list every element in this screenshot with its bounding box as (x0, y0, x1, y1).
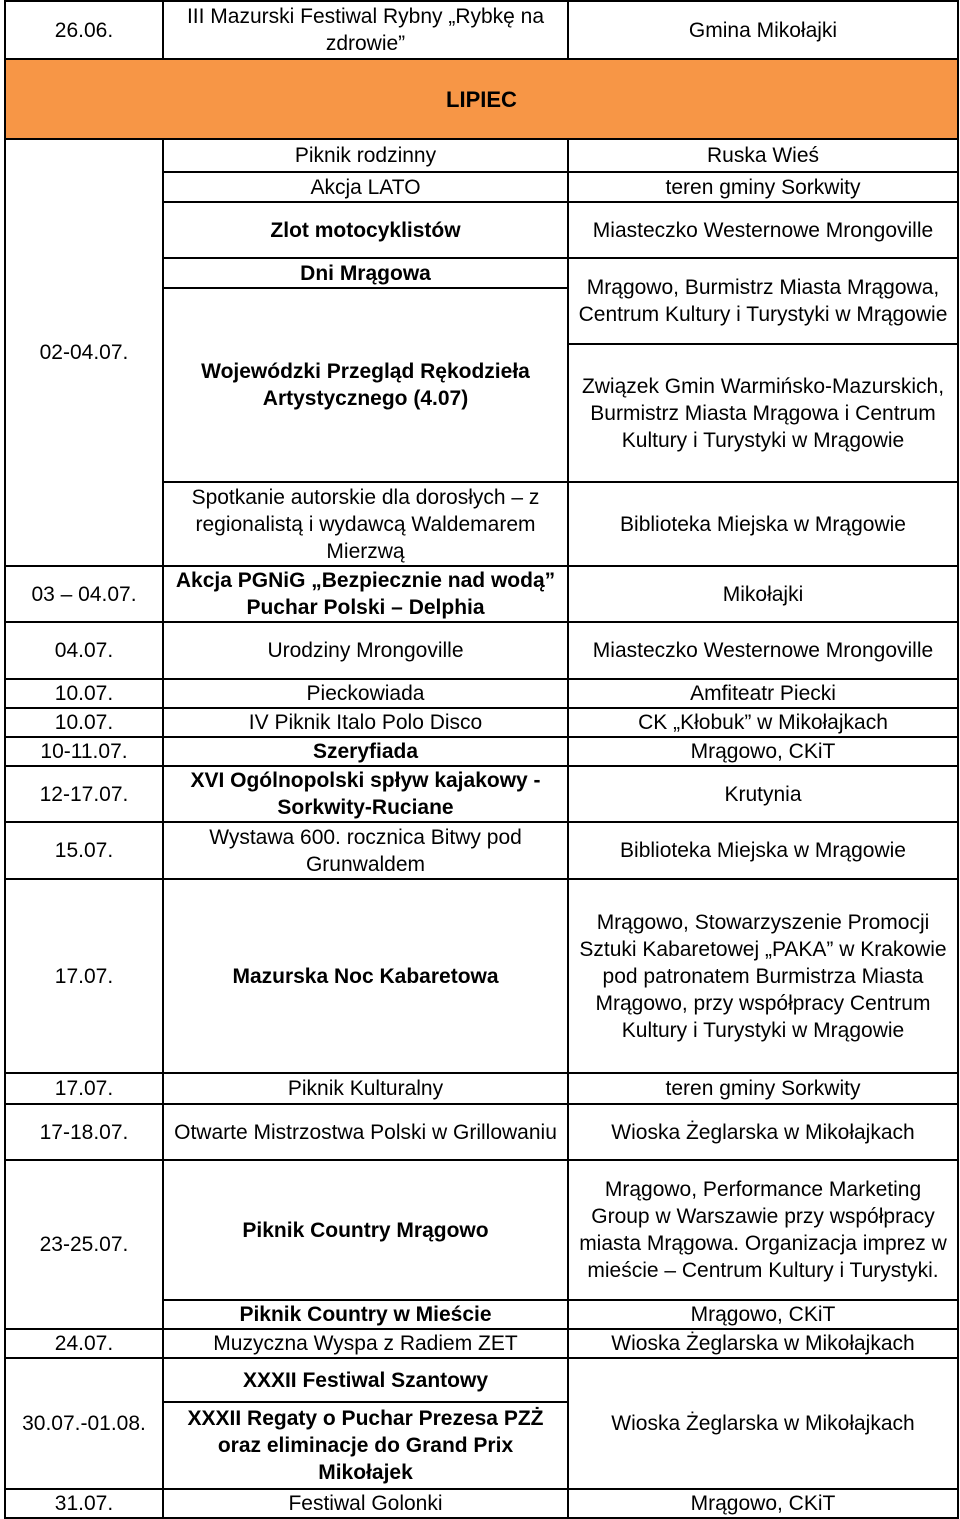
month-header-row (5, 59, 958, 139)
table-row (5, 879, 958, 1073)
event-name: Piknik Kulturalny (163, 1073, 568, 1104)
event-date: 10-11.07. (5, 737, 163, 766)
event-place: Gmina Mikołajki (568, 1, 958, 59)
event-name: Urodziny Mrongoville (163, 622, 568, 679)
table-row (5, 1, 958, 59)
event-name: Piknik Country Mrągowo (163, 1160, 568, 1300)
event-name: Wojewódzki Przegląd Rękodzieła Artystycznego (4.07) (163, 288, 568, 482)
event-name: Dni Mrągowa (163, 258, 568, 288)
event-place: Mikołajki (568, 566, 958, 622)
event-date: 15.07. (5, 822, 163, 879)
event-date: 04.07. (5, 622, 163, 679)
table-row (5, 1073, 958, 1104)
event-place: Biblioteka Miejska w Mrągowie (568, 822, 958, 879)
table-row (5, 708, 958, 737)
event-place: Mrągowo, Burmistrz Miasta Mrągowa, Centrum Kultury i Turystyki w Mrągowie (568, 258, 958, 344)
table-row (5, 766, 958, 822)
table-row (5, 1358, 958, 1402)
month-header: LIPIEC (5, 59, 958, 139)
event-place: teren gminy Sorkwity (568, 172, 958, 202)
table-row (5, 1160, 958, 1300)
event-date: 17.07. (5, 879, 163, 1073)
event-place: Mrągowo, Performance Marketing Group w Warszawie przy współpracy miasta Mrągowa. Organizacja imprez w mieście – Centrum Kultury i Turystyki. (568, 1160, 958, 1300)
table-row (5, 679, 958, 708)
event-place: Mrągowo, Stowarzyszenie Promocji Sztuki Kabaretowej „PAKA” w Krakowie pod patronatem Burmistrza Miasta Mrągowo, przy współpracy Centrum Kultury i Turystyki w Mrągowie (568, 879, 958, 1073)
event-date: 24.07. (5, 1329, 163, 1358)
table-row (5, 139, 958, 172)
event-date: 17-18.07. (5, 1104, 163, 1160)
event-place: Wioska Żeglarska w Mikołajkach (568, 1358, 958, 1489)
event-name: III Mazurski Festiwal Rybny „Rybkę na zdrowie” (163, 1, 568, 59)
event-name: XXXII Festiwal Szantowy (163, 1358, 568, 1402)
event-place: teren gminy Sorkwity (568, 1073, 958, 1104)
event-name: Festiwal Golonki (163, 1489, 568, 1518)
event-place: Ruska Wieś (568, 139, 958, 172)
table-row (5, 622, 958, 679)
events-document (4, 0, 957, 1519)
event-name: Pieckowiada (163, 679, 568, 708)
event-date: 02-04.07. (5, 139, 163, 566)
event-date: 03 – 04.07. (5, 566, 163, 622)
event-place: CK „Kłobuk” w Mikołajkach (568, 708, 958, 737)
event-name: Akcja PGNiG „Bezpiecznie nad wodą” Puchar Polski – Delphia (163, 566, 568, 622)
event-place: Krutynia (568, 766, 958, 822)
events-table (4, 0, 959, 1519)
event-place: Miasteczko Westernowe Mrongoville (568, 622, 958, 679)
event-place: Amfiteatr Piecki (568, 679, 958, 708)
table-row (5, 822, 958, 879)
table-row (5, 1489, 958, 1518)
event-place: Mrągowo, CKiT (568, 737, 958, 766)
event-date: 10.07. (5, 708, 163, 737)
event-name: Piknik Country w Mieście (163, 1300, 568, 1329)
table-row (5, 1104, 958, 1160)
event-place: Wioska Żeglarska w Mikołajkach (568, 1329, 958, 1358)
event-name: Wystawa 600. rocznica Bitwy pod Grunwaldem (163, 822, 568, 879)
event-date: 26.06. (5, 1, 163, 59)
event-date: 23-25.07. (5, 1160, 163, 1329)
event-date: 10.07. (5, 679, 163, 708)
event-date: 17.07. (5, 1073, 163, 1104)
event-place: Wioska Żeglarska w Mikołajkach (568, 1104, 958, 1160)
event-place: Biblioteka Miejska w Mrągowie (568, 482, 958, 566)
event-name: Zlot motocyklistów (163, 202, 568, 258)
event-place: Miasteczko Westernowe Mrongoville (568, 202, 958, 258)
event-name: Mazurska Noc Kabaretowa (163, 879, 568, 1073)
event-name: Muzyczna Wyspa z Radiem ZET (163, 1329, 568, 1358)
event-name: IV Piknik Italo Polo Disco (163, 708, 568, 737)
event-date: 12-17.07. (5, 766, 163, 822)
event-name: Otwarte Mistrzostwa Polski w Grillowaniu (163, 1104, 568, 1160)
table-row (5, 1329, 958, 1358)
table-row (5, 737, 958, 766)
event-place: Mrągowo, CKiT (568, 1300, 958, 1329)
table-row (5, 566, 958, 622)
event-place: Mrągowo, CKiT (568, 1489, 958, 1518)
event-name: Akcja LATO (163, 172, 568, 202)
event-name: Szeryfiada (163, 737, 568, 766)
event-date: 31.07. (5, 1489, 163, 1518)
event-name: Piknik rodzinny (163, 139, 568, 172)
event-place: Związek Gmin Warmińsko-Mazurskich, Burmistrz Miasta Mrągowa i Centrum Kultury i Turystyki w Mrągowie (568, 344, 958, 482)
event-name: XXXII Regaty o Puchar Prezesa PZŻ oraz eliminacje do Grand Prix Mikołajek (163, 1402, 568, 1489)
event-date: 30.07.-01.08. (5, 1358, 163, 1489)
event-name: XVI Ogólnopolski spływ kajakowy - Sorkwity-Ruciane (163, 766, 568, 822)
event-name: Spotkanie autorskie dla dorosłych – z regionalistą i wydawcą Waldemarem Mierzwą (163, 482, 568, 566)
